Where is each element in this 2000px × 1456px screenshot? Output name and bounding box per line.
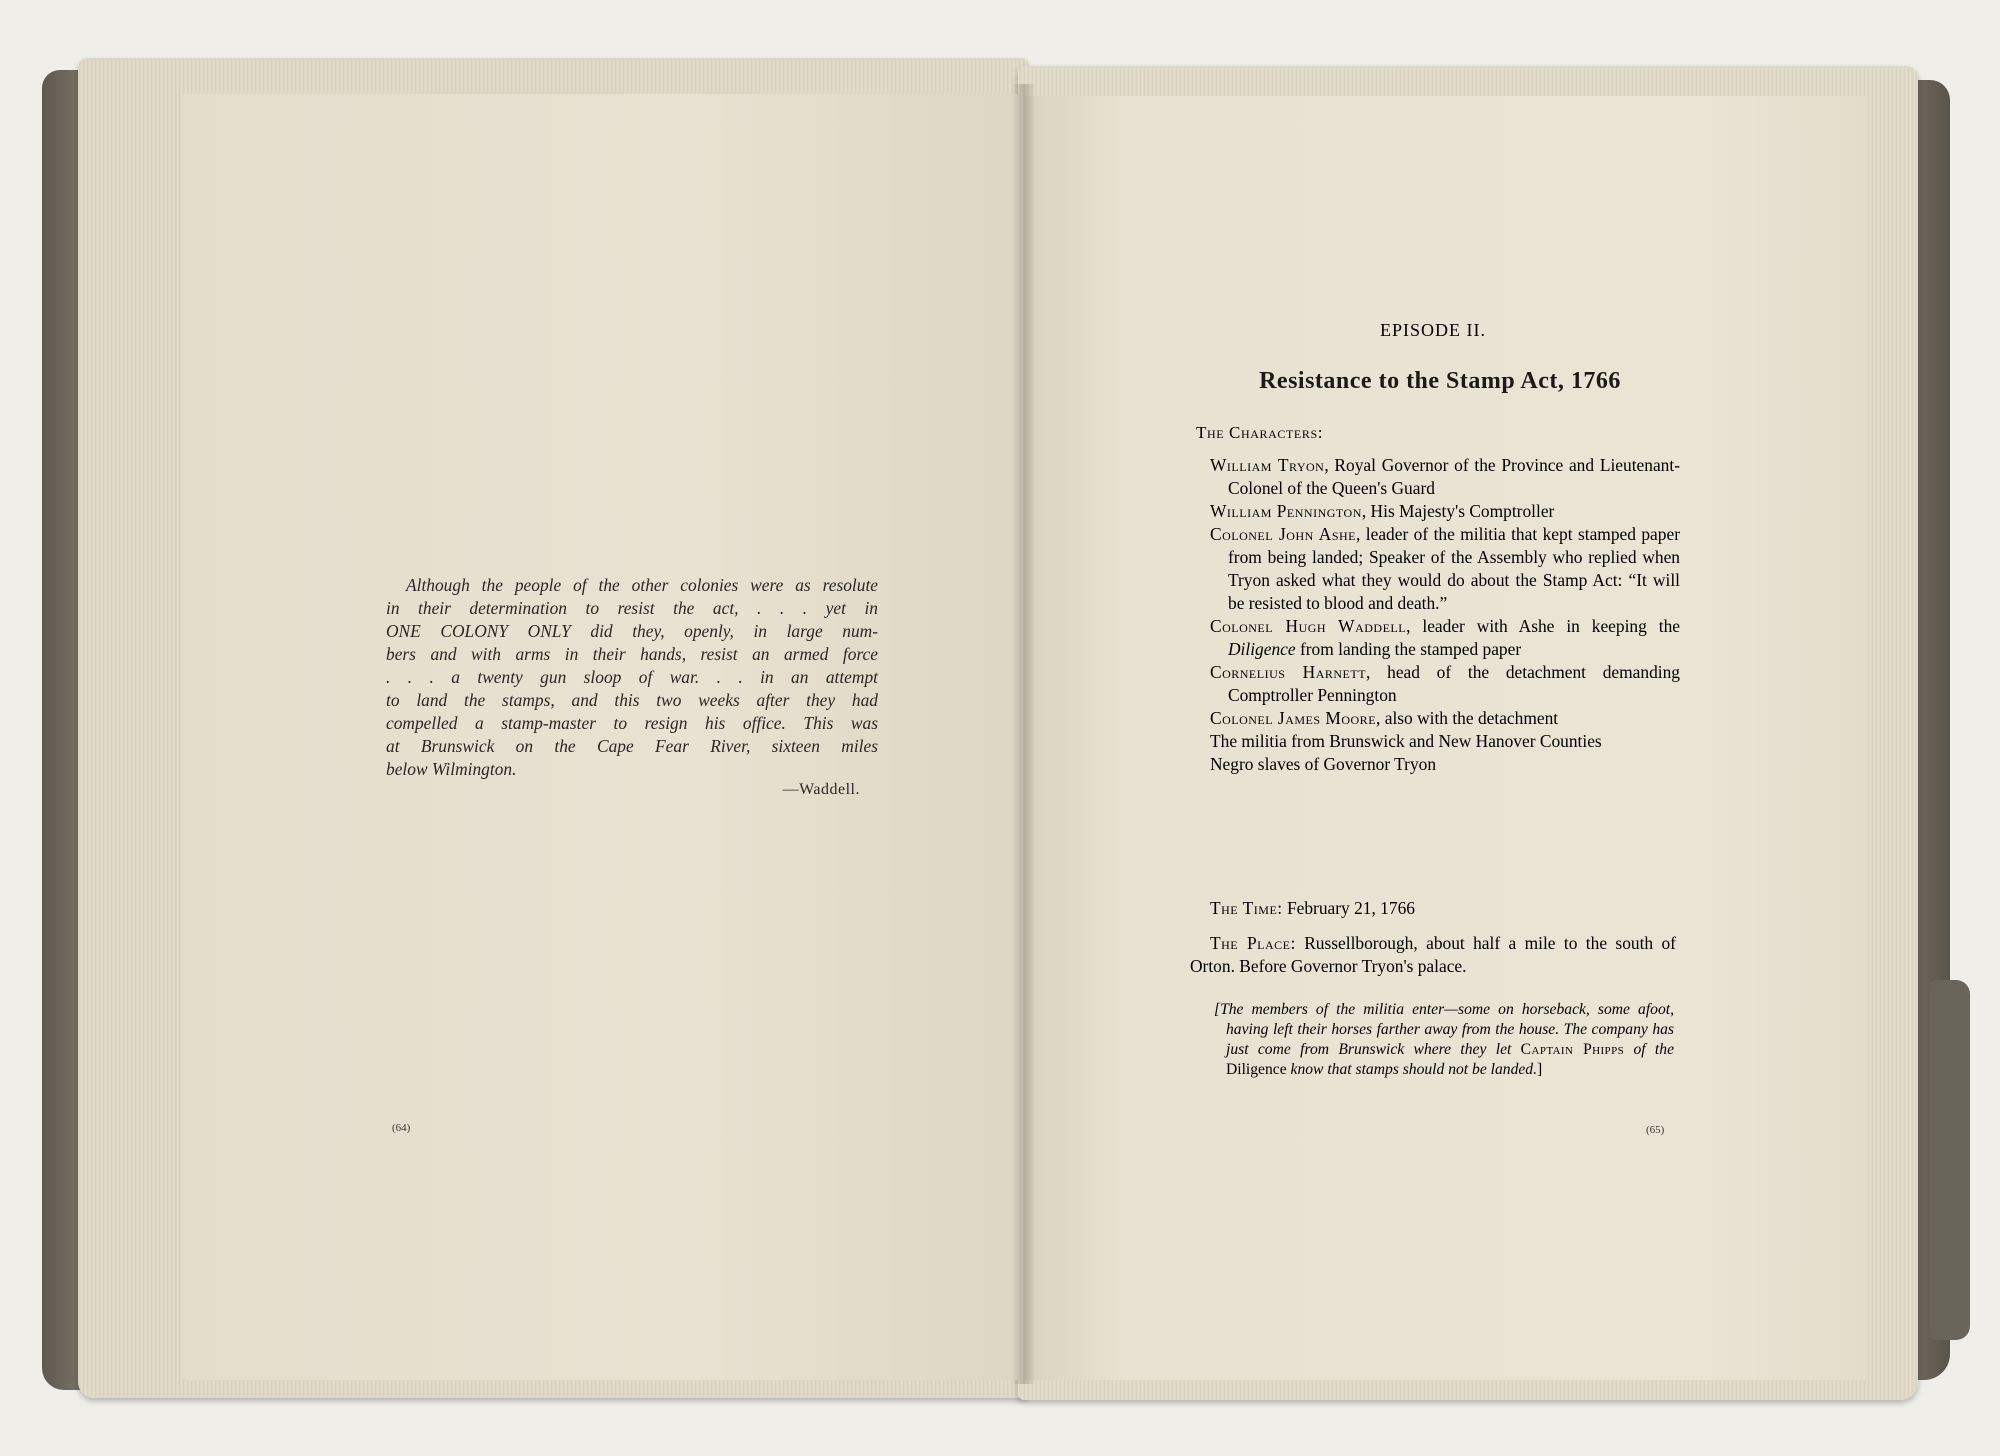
- character-description: , head of the detachment demanding Comptroller Pennington: [1228, 662, 1680, 705]
- stage-text: of the: [1624, 1041, 1674, 1058]
- character-description: , also with the detachment: [1376, 708, 1559, 728]
- epigraph-quote: [386, 574, 878, 781]
- time-label: The Time:: [1210, 898, 1283, 918]
- quote-line: below Wilmington.: [386, 759, 517, 779]
- cast-entry: [1210, 753, 1680, 776]
- character-description: , leader of the militia that kept stamped paper from being landed; Speaker of the Assembly who replied when Tryon asked what they would do about the Stamp Act: “It will be resisted to blood and death.”: [1228, 524, 1680, 613]
- quote-line: ONE COLONY ONLY did they, openly, in large num-: [386, 621, 878, 641]
- character-description: from landing the stamped paper: [1295, 639, 1522, 659]
- character-description: , His Majesty's Comptroller: [1361, 501, 1555, 521]
- page-number-right: (65): [1646, 1124, 1665, 1136]
- ship-name: Diligence: [1228, 639, 1296, 659]
- cast-entry: [1210, 500, 1680, 523]
- character-name: Colonel John Ashe: [1210, 524, 1356, 544]
- character-name: Cornelius Harnett: [1210, 662, 1367, 682]
- stage-character: Captain Phipps: [1520, 1041, 1625, 1058]
- cast-list: [1210, 454, 1680, 776]
- cover-torn-flap: [1930, 980, 1970, 1340]
- character-name: Colonel James Moore: [1210, 708, 1377, 728]
- characters-heading: The Characters:: [1196, 423, 1324, 442]
- stage-direction: [1206, 1000, 1674, 1080]
- page-number-left: (64): [392, 1122, 411, 1134]
- cast-entry: [1210, 730, 1680, 753]
- episode-title: Resistance to the Stamp Act, 1766: [1259, 368, 1621, 394]
- character-name: Colonel Hugh Waddell: [1210, 616, 1407, 636]
- time-line: [1210, 898, 1415, 919]
- stage-text: [The members of the militia enter—some on horseback, some afoot, having left their horses farther away from the house. The company has just come from Brunswick where they let: [1214, 1001, 1674, 1058]
- character-name: William Pennington: [1210, 501, 1362, 521]
- book-gutter: [1012, 84, 1036, 1384]
- character-name: William Tryon: [1210, 455, 1325, 475]
- cast-entry: [1210, 615, 1680, 661]
- character-description: Negro slaves of Governor Tryon: [1210, 754, 1437, 774]
- cast-entry: [1210, 661, 1680, 707]
- stage-bracket: ]: [1537, 1061, 1543, 1078]
- quote-line: at Brunswick on the Cape Fear River, sixteen miles: [386, 736, 878, 756]
- character-description: , Royal Governor of the Province and Lieutenant-Colonel of the Queen's Guard: [1228, 455, 1680, 498]
- place-line: [1190, 932, 1676, 978]
- character-description: , leader with Ashe in keeping the: [1406, 616, 1680, 636]
- quote-line: in their determination to resist the act, . . . yet in: [386, 598, 878, 618]
- ship-name: Diligence: [1226, 1061, 1287, 1078]
- quote-line: Although the people of the other colonies were as resolute: [406, 575, 878, 595]
- episode-heading: EPISODE II.: [1380, 320, 1486, 340]
- time-value: February 21, 1766: [1286, 898, 1415, 918]
- stage-text: know that stamps should not be landed.: [1286, 1061, 1537, 1078]
- character-description: The militia from Brunswick and New Hanover Counties: [1210, 731, 1602, 751]
- place-value: Russellborough, about half a mile to the south of Orton. Before Governor Tryon's palace.: [1190, 933, 1676, 976]
- place-label: The Place:: [1210, 933, 1296, 953]
- cast-entry: [1210, 454, 1680, 500]
- quote-line: . . . a twenty gun sloop of war. . . in an attempt: [386, 667, 878, 687]
- cast-entry: [1210, 523, 1680, 615]
- quote-line: bers and with arms in their hands, resist an armed force: [386, 644, 878, 664]
- quote-line: to land the stamps, and this two weeks after they had: [386, 690, 878, 710]
- quote-line: compelled a stamp-master to resign his office. This was: [386, 713, 878, 733]
- cast-entry: [1210, 707, 1680, 730]
- quote-attribution: —Waddell.: [782, 781, 860, 798]
